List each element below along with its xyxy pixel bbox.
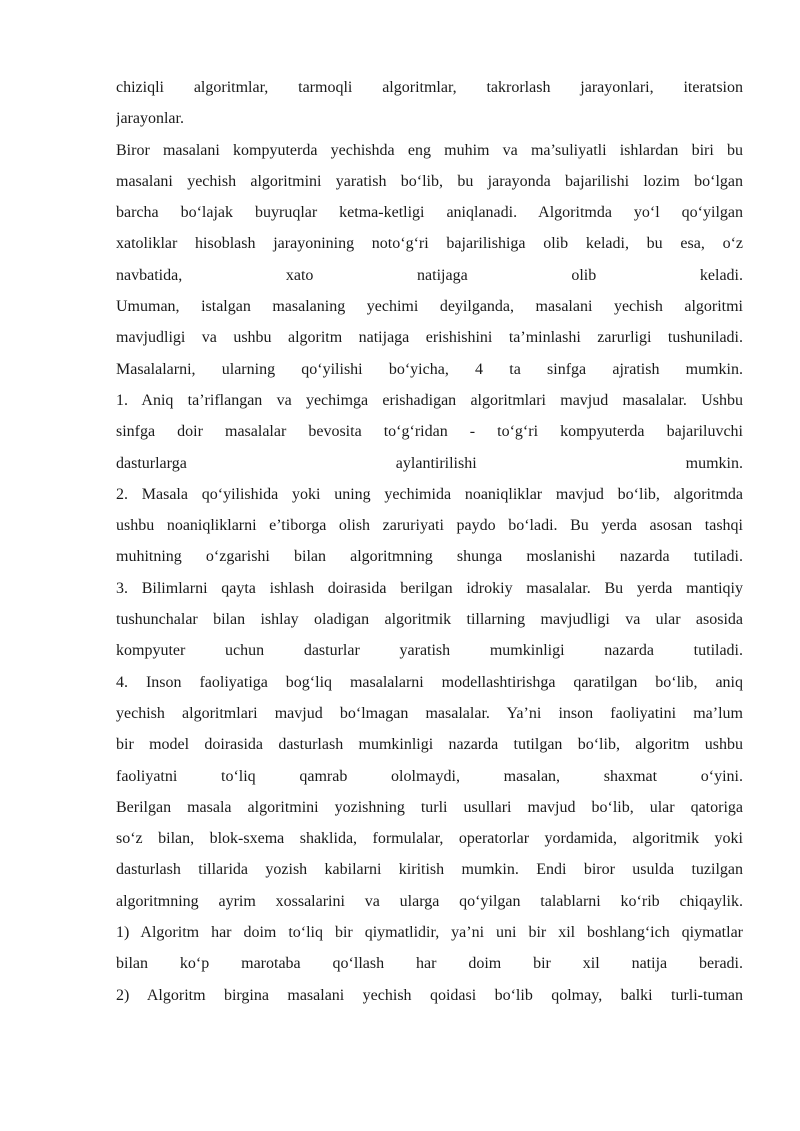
paragraph-algorithm-importance (116, 135, 743, 291)
text-line: navbatida, xato natijaga olib keladi. (116, 266, 743, 284)
text-line: 2) Algoritm birgina masalani yechish qoidasi bo‘lib qolmay, balki turli-tuman (116, 986, 743, 1004)
text-line: barcha bo‘lajak buyruqlar ketma-ketligi aniqlanadi. Algoritmda yo‘l qo‘yilgan (116, 204, 743, 222)
text-line: dasturlarga aylantirilishi mumkin. (116, 454, 743, 472)
text-line: chiziqli algoritmlar, tarmoqli algoritmlar, takrorlash jarayonlari, iteratsion (116, 79, 743, 96)
text-line: algoritmning ayrim xossalarini va ularga qo‘yilgan talablarni ko‘rib chiqaylik. (116, 892, 743, 910)
text-line: yechish algoritmlari mavjud bo‘lmagan masalalar. Ya’ni inson faoliyatini ma’lum (116, 704, 743, 722)
text-line: Masalalarni, ularning qo‘yilishi bo‘yicha, 4 ta sinfga ajratish mumkin. (116, 360, 743, 378)
paragraph-class-2 (116, 479, 743, 573)
text-line: 1. Aniq ta’riflangan va yechimga erishadigan algoritmlari mavjud masalalar. Ushbu (116, 391, 743, 409)
text-line: 2. Masala qo‘yilishida yoki uning yechimida noaniqliklar mavjud bo‘lib, algoritmda (116, 485, 743, 503)
text-line: Biror masalani kompyuterda yechishda eng muhim va ma’suliyatli ishlardan biri bu (116, 141, 743, 159)
text-line: ushbu noaniqliklarni e’tiborga olish zaruriyati paydo bo‘ladi. Bu yerda asosan tashqi (116, 517, 743, 535)
text-line: jarayonlar. (116, 110, 184, 128)
paragraph-problem-classes (116, 291, 743, 385)
text-line: masalani yechish algoritmini yaratish bo‘lib, bu jarayonda bajarilishi lozim bo‘lgan (116, 172, 743, 190)
document-page (116, 72, 743, 1011)
text-line: bilan ko‘p marotaba qo‘llash har doim bir xil natija beradi. (116, 955, 743, 973)
text-line: 3. Bilimlarni qayta ishlash doirasida berilgan idrokiy masalalar. Bu yerda mantiqiy (116, 579, 743, 597)
paragraph-algorithm-types (116, 72, 743, 135)
paragraph-property-1 (116, 917, 743, 980)
text-line: faoliyatni to‘liq qamrab ololmaydi, masalan, shaxmat o‘yini. (116, 767, 743, 785)
text-line: kompyuter uchun dasturlar yaratish mumkinligi nazarda tutiladi. (116, 642, 743, 660)
text-line: Berilgan masala algoritmini yozishning turli usullari mavjud bo‘lib, ular qatoriga (116, 798, 743, 816)
text-line: Umuman, istalgan masalaning yechimi deyilganda, masalani yechish algoritmi (116, 298, 743, 316)
text-line: 1) Algoritm har doim to‘liq bir qiymatlidir, ya’ni uni bir xil boshlang‘ich qiymatlar (116, 924, 743, 942)
paragraph-writing-methods (116, 792, 743, 917)
paragraph-class-4 (116, 667, 743, 792)
paragraph-class-3 (116, 573, 743, 667)
text-line: muhitning o‘zgarishi bilan algoritmning shunga moslanishi nazarda tutiladi. (116, 548, 743, 566)
text-line: tushunchalar bilan ishlay oladigan algoritmik tillarning mavjudligi va ular asosida (116, 611, 743, 629)
text-line: so‘z bilan, blok-sxema shaklida, formulalar, operatorlar yordamida, algoritmik yoki (116, 830, 743, 848)
text-line: sinfga doir masalalar bevosita to‘g‘ridan - to‘g‘ri kompyuterda bajariluvchi (116, 423, 743, 441)
paragraph-class-1 (116, 385, 743, 479)
text-line: dasturlash tillarida yozish kabilarni kiritish mumkin. Endi biror usulda tuzilgan (116, 861, 743, 879)
paragraph-property-2 (116, 980, 743, 1011)
text-line: mavjudligi va ushbu algoritm natijaga erishishini ta’minlashi zarurligi tushuniladi. (116, 329, 743, 347)
text-line: 4. Inson faoliyatiga bog‘liq masalalarni modellashtirishga qaratilgan bo‘lib, aniq (116, 673, 743, 691)
text-line: bir model doirasida dasturlash mumkinligi nazarda tutilgan bo‘lib, algoritm ushbu (116, 736, 743, 754)
text-line: xatoliklar hisoblash jarayonining noto‘g‘ri bajarilishiga olib keladi, bu esa, o‘z (116, 235, 743, 253)
